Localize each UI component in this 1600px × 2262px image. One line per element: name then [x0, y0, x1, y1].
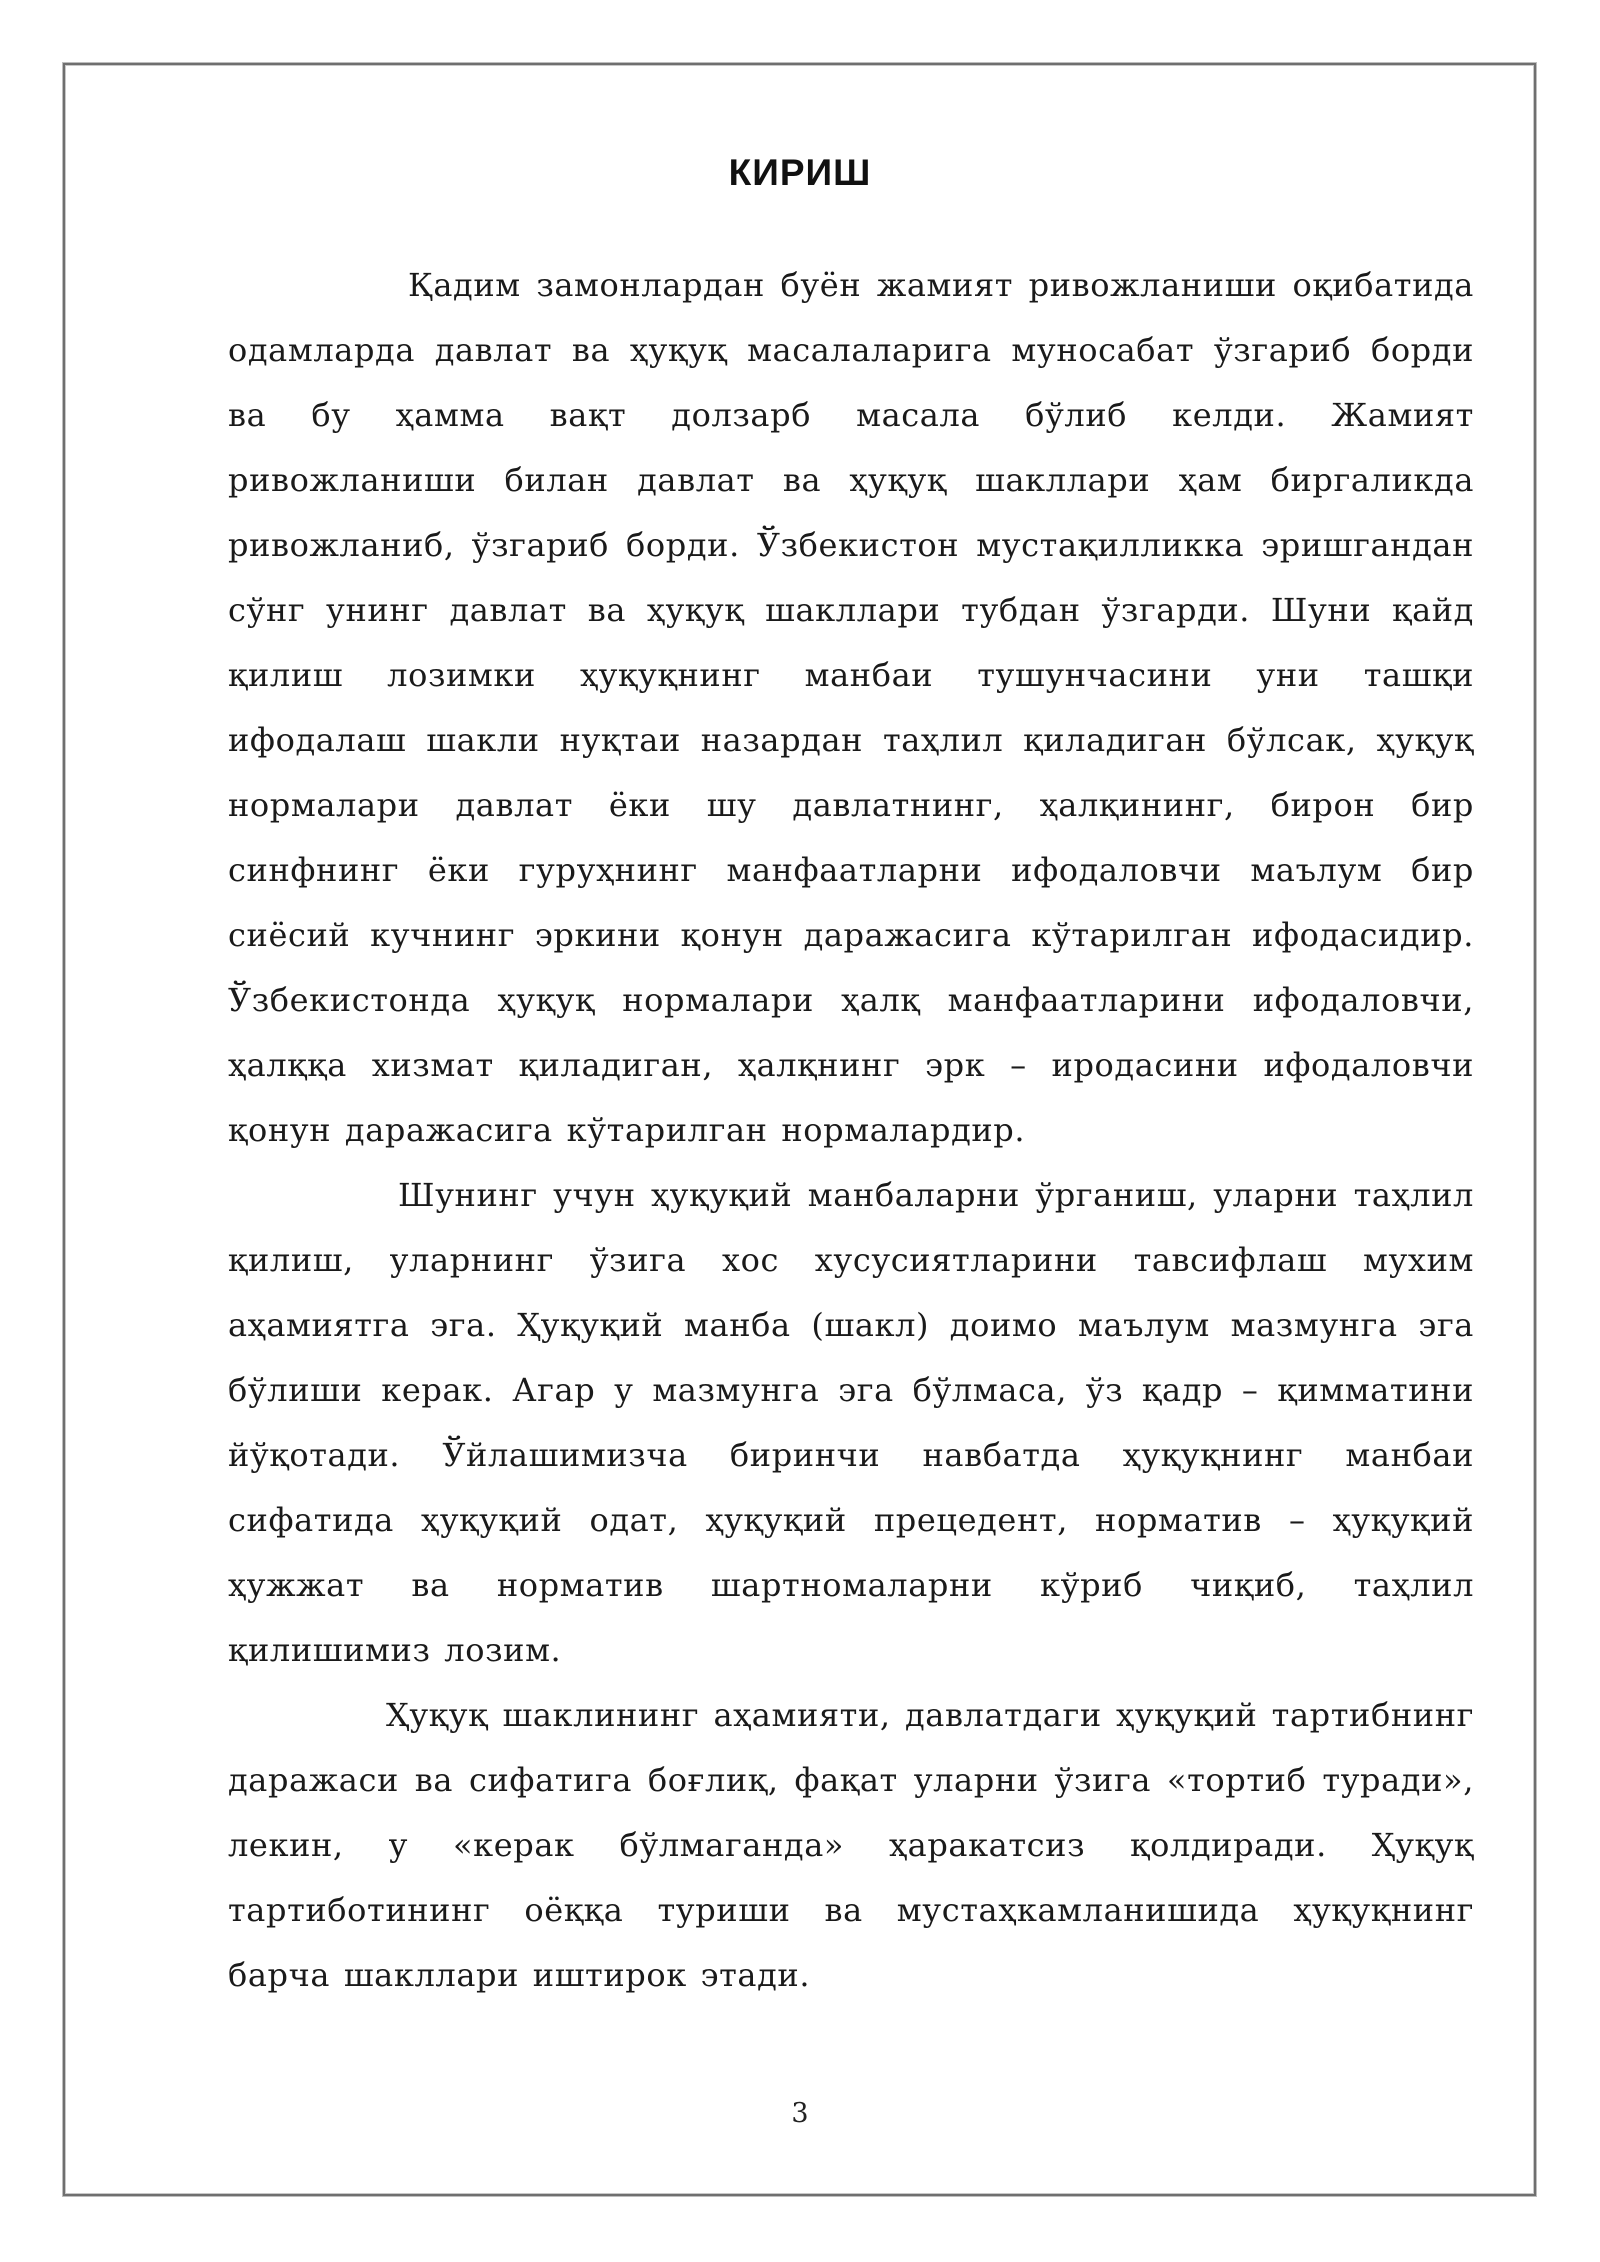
page-number: 3	[791, 2098, 809, 2129]
page-title: КИРИШ	[728, 152, 872, 193]
paragraph-3: Ҳуқуқ шаклининг аҳамияти, давлатдаги ҳуқуқий тартибнинг даражаси ва сифатига боғлиқ, фақат уларни ўзига «тортиб туради», лекин, у «керак бўлмаганда» ҳаракатсиз қолдиради. Ҳуқуқ тартиботининг оёққа туриши ва мустаҳкамланишида ҳуқуқнинг барча шакллари иштирок этади.	[228, 1696, 1474, 1994]
paragraph-1: Қадим замонлардан буён жамият ривожланиши оқибатида одамларда давлат ва ҳуқуқ масалаларига муносабат ўзгариб борди ва бу ҳамма вақт долзарб масала бўлиб келди. Жамият ривожланиши билан давлат ва ҳуқуқ шакллари ҳам биргаликда ривожланиб, ўзгариб борди. Ўзбекистон мустақилликка эришгандан сўнг унинг давлат ва ҳуқуқ шакллари тубдан ўзгарди. Шуни қайд қилиш лозимки ҳуқуқнинг манбаи тушунчасини уни ташқи ифодалаш шакли нуқтаи назардан таҳлил қиладиган бўлсак, ҳуқуқ нормалари давлат ёки шу давлатнинг, ҳалқининг, бирон бир синфнинг ёки гуруҳнинг манфаатларни ифодаловчи маълум бир сиёсий кучнинг эркини қонун даражасига кўтарилган ифодасидир. Ўзбекистонда ҳуқуқ нормалари ҳалқ манфаатларини ифодаловчи, ҳалққа хизмат қиладиган, ҳалқнинг эрк – иродасини ифодаловчи қонун даражасига кўтарилган нормалардир.	[228, 266, 1474, 1149]
document-body	[228, 253, 1474, 2008]
paragraph-2: Шунинг учун ҳуқуқий манбаларни ўрганиш, уларни таҳлил қилиш, уларнинг ўзига хос хусусиятларини тавсифлаш мухим аҳамиятга эга. Ҳуқуқий манба (шакл) доимо маълум мазмунга эга бўлиши керак. Агар у мазмунга эга бўлмаса, ўз қадр – қимматини йўқотади. Ўйлашимизча биринчи навбатда ҳуқуқнинг манбаи сифатида ҳуқуқий одат, ҳуқуқий прецедент, норматив – ҳуқуқий ҳужжат ва норматив шартномаларни кўриб чиқиб, таҳлил қилишимиз лозим.	[228, 1176, 1474, 1669]
